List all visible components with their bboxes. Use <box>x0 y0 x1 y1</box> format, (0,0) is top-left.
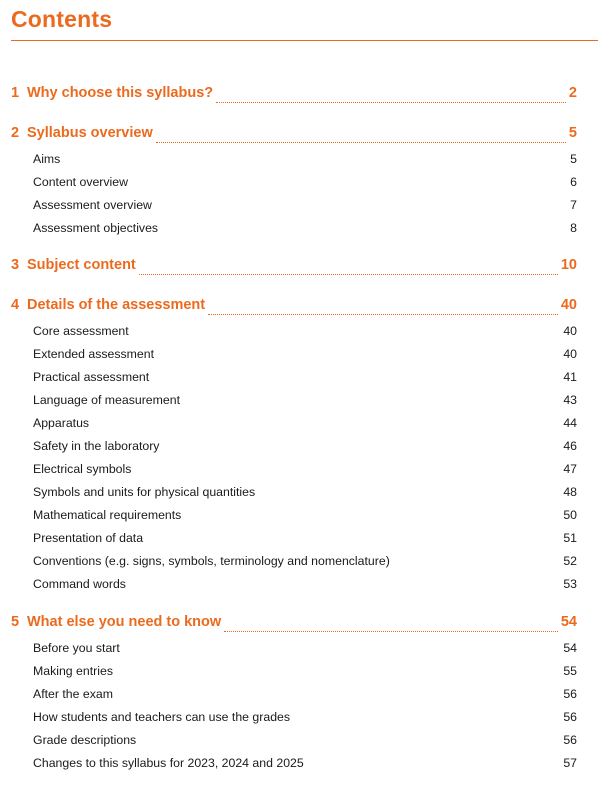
subsection-page-number: 51 <box>563 531 577 545</box>
section-number: 3 <box>11 257 20 273</box>
subsection-page-number: 7 <box>570 198 577 212</box>
subsection-page-number: 50 <box>563 508 577 522</box>
toc-subsection-entry[interactable] <box>33 462 577 480</box>
subsection-page-number: 5 <box>570 152 577 166</box>
subsection-title: Language of measurement <box>33 393 180 407</box>
subsection-page-number: 52 <box>563 554 577 568</box>
subsection-title: Symbols and units for physical quantities <box>33 485 256 499</box>
subsection-page-number: 43 <box>563 393 577 407</box>
section-page-number: 10 <box>560 257 577 273</box>
toc-subsection-entry[interactable] <box>33 221 577 239</box>
toc-subsection-entry[interactable] <box>33 198 577 216</box>
subsection-page-number: 56 <box>563 687 577 701</box>
toc-section-entry[interactable] <box>11 125 577 147</box>
subsection-title: Safety in the laboratory <box>33 439 160 453</box>
section-number: 5 <box>11 614 20 630</box>
dot-leader <box>216 102 566 103</box>
subsection-page-number: 40 <box>563 324 577 338</box>
subsection-title: Assessment objectives <box>33 221 159 235</box>
section-title: Syllabus overview <box>27 125 153 141</box>
toc-subsection-entry[interactable] <box>33 687 577 705</box>
subsection-page-number: 54 <box>563 641 577 655</box>
toc-subsection-entry[interactable] <box>33 664 577 682</box>
toc-subsection-entry[interactable] <box>33 508 577 526</box>
section-title: Why choose this syllabus? <box>27 85 214 101</box>
subsection-page-number: 53 <box>563 577 577 591</box>
subsection-page-number: 56 <box>563 710 577 724</box>
dot-leader <box>156 142 566 143</box>
toc-section-entry[interactable] <box>11 297 577 319</box>
subsection-page-number: 47 <box>563 462 577 476</box>
subsection-page-number: 41 <box>563 370 577 384</box>
toc-subsection-entry[interactable] <box>33 439 577 457</box>
dot-leader <box>208 314 558 315</box>
toc-subsection-entry[interactable] <box>33 641 577 659</box>
subsection-page-number: 48 <box>563 485 577 499</box>
section-page-number: 2 <box>568 85 577 101</box>
subsection-title: Core assessment <box>33 324 129 338</box>
toc-subsection-entry[interactable] <box>33 416 577 434</box>
subsection-title: Electrical symbols <box>33 462 132 476</box>
subsection-title: Apparatus <box>33 416 90 430</box>
subsection-title: Before you start <box>33 641 120 655</box>
toc-section-entry[interactable] <box>11 614 577 636</box>
section-number: 2 <box>11 125 20 141</box>
subsection-title: Grade descriptions <box>33 733 137 747</box>
section-title: Details of the assessment <box>27 297 206 313</box>
dot-leader <box>139 274 558 275</box>
subsection-title: Making entries <box>33 664 113 678</box>
subsection-title: Practical assessment <box>33 370 150 384</box>
subsection-page-number: 44 <box>563 416 577 430</box>
subsection-title: Conventions (e.g. signs, symbols, terminology and nomenclature) <box>33 554 390 568</box>
subsection-title: Presentation of data <box>33 531 144 545</box>
subsection-title: Content overview <box>33 175 129 189</box>
section-page-number: 40 <box>560 297 577 313</box>
section-page-number: 54 <box>560 614 577 630</box>
dot-leader <box>224 631 558 632</box>
toc-subsection-entry[interactable] <box>33 554 577 572</box>
toc-subsection-entry[interactable] <box>33 393 577 411</box>
subsection-title: Command words <box>33 577 126 591</box>
subsection-title: After the exam <box>33 687 113 701</box>
subsection-page-number: 57 <box>563 756 577 770</box>
subsection-title: Changes to this syllabus for 2023, 2024 and 2025 <box>33 756 304 770</box>
subsection-page-number: 6 <box>570 175 577 189</box>
subsection-title: How students and teachers can use the grades <box>33 710 291 724</box>
subsection-title: Mathematical requirements <box>33 508 182 522</box>
subsection-title: Extended assessment <box>33 347 154 361</box>
subsection-page-number: 8 <box>570 221 577 235</box>
toc-subsection-entry[interactable] <box>33 347 577 365</box>
subsection-page-number: 40 <box>563 347 577 361</box>
page-title: Contents <box>11 6 113 32</box>
toc-subsection-entry[interactable] <box>33 175 577 193</box>
toc-subsection-entry[interactable] <box>33 152 577 170</box>
toc-subsection-entry[interactable] <box>33 531 577 549</box>
subsection-title: Aims <box>33 152 61 166</box>
toc-section-entry[interactable] <box>11 85 577 107</box>
subsection-page-number: 55 <box>563 664 577 678</box>
subsection-page-number: 46 <box>563 439 577 453</box>
toc-section-entry[interactable] <box>11 257 577 279</box>
toc-subsection-entry[interactable] <box>33 324 577 342</box>
toc-subsection-entry[interactable] <box>33 370 577 388</box>
section-number: 1 <box>11 85 20 101</box>
subsection-title: Assessment overview <box>33 198 152 212</box>
subsection-page-number: 56 <box>563 733 577 747</box>
section-page-number: 5 <box>568 125 577 141</box>
section-number: 4 <box>11 297 20 313</box>
toc-subsection-entry[interactable] <box>33 756 577 774</box>
section-title: Subject content <box>27 257 136 273</box>
toc-subsection-entry[interactable] <box>33 577 577 595</box>
section-title: What else you need to know <box>27 614 222 630</box>
toc-subsection-entry[interactable] <box>33 485 577 503</box>
toc-subsection-entry[interactable] <box>33 733 577 751</box>
toc-subsection-entry[interactable] <box>33 710 577 728</box>
